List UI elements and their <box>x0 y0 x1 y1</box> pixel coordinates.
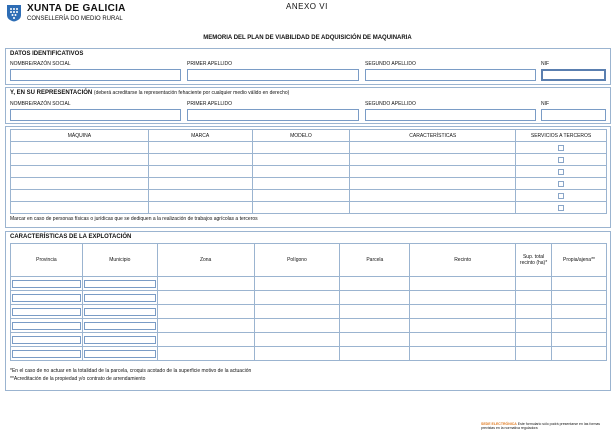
explotacion-note-2: **Acreditación de la propiedad y/o contrato de arrendamiento <box>10 376 146 382</box>
table-row <box>11 277 607 291</box>
col-superficie: Sup. total recinto (ha)* <box>516 244 552 277</box>
datos-apellido1-input[interactable] <box>187 69 359 81</box>
explotacion-header-row <box>11 244 607 277</box>
provincia-input[interactable] <box>12 322 81 330</box>
col-poligono: Polígono <box>254 244 340 277</box>
servicios-checkbox[interactable] <box>558 169 564 175</box>
explotacion-section <box>5 231 611 391</box>
table-row <box>11 166 607 178</box>
rep-apellido2-input[interactable] <box>365 109 536 121</box>
provincia-input[interactable] <box>12 350 81 358</box>
table-row <box>11 190 607 202</box>
datos-nombre-input[interactable] <box>10 69 181 81</box>
rep-nif-label: NIF <box>541 101 550 107</box>
provincia-input[interactable] <box>12 280 81 288</box>
sede-text: Este formulario sólo podrá presentarse en las formas previstas en la normativa reguladora <box>481 422 601 430</box>
table-row <box>11 154 607 166</box>
col-municipio: Municipio <box>82 244 157 277</box>
datos-apellido2-input[interactable] <box>365 69 536 81</box>
table-row <box>11 319 607 333</box>
org-department: CONSELLERÍA DO MEDIO RURAL <box>27 16 123 22</box>
datos-apellido1-label: PRIMER APELLIDO <box>187 61 233 67</box>
xunta-logo-icon <box>6 4 22 22</box>
table-row <box>11 305 607 319</box>
maquinaria-section <box>5 126 611 228</box>
municipio-input[interactable] <box>84 336 156 344</box>
explotacion-table <box>10 243 607 361</box>
annex-label: ANEXO VI <box>286 2 328 11</box>
table-row <box>11 347 607 361</box>
col-servicios: SERVICIOS A TERCEROS <box>516 130 607 142</box>
rep-apellido1-label: PRIMER APELLIDO <box>187 101 233 107</box>
servicios-checkbox[interactable] <box>558 205 564 211</box>
servicios-checkbox[interactable] <box>558 157 564 163</box>
datos-title: DATOS IDENTIFICATIVOS <box>10 51 84 57</box>
table-row <box>11 142 607 154</box>
col-parcela: Parcela <box>340 244 410 277</box>
municipio-input[interactable] <box>84 350 156 358</box>
rep-apellido2-label: SEGUNDO APELLIDO <box>365 101 416 107</box>
datos-nif-label: NIF <box>541 61 550 67</box>
servicios-checkbox[interactable] <box>558 193 564 199</box>
col-recinto: Recinto <box>410 244 516 277</box>
col-caracteristicas: CARACTERÍSTICAS <box>350 130 516 142</box>
representacion-title: Y, EN SU REPRESENTACIÓN (deberá acreditarse la representación fehaciente por cualquier medio válido en derecho) <box>10 90 290 96</box>
sede-electronica-stamp <box>481 422 611 430</box>
datos-section <box>5 48 611 85</box>
explotacion-note-1: *En el caso de no actuar en la totalidad de la parcela, croquis acotado de la superficie motivo de la actuación <box>10 368 252 374</box>
municipio-input[interactable] <box>84 294 156 302</box>
municipio-input[interactable] <box>84 280 156 288</box>
representacion-section <box>5 87 611 124</box>
rep-nif-input[interactable] <box>541 109 606 121</box>
org-name: XUNTA DE GALICIA <box>27 3 126 14</box>
municipio-input[interactable] <box>84 308 156 316</box>
servicios-checkbox[interactable] <box>558 145 564 151</box>
rep-apellido1-input[interactable] <box>187 109 359 121</box>
col-modelo: MODELO <box>252 130 350 142</box>
col-provincia: Provincia <box>11 244 83 277</box>
maquinaria-footnote: Marcar en caso de personas físicas o jurídicas que se dediquen a la realización de trabajos agrícolas a terceros <box>10 216 258 222</box>
col-zona: Zona <box>157 244 254 277</box>
col-maquina: MÁQUINA <box>11 130 149 142</box>
table-row <box>11 333 607 347</box>
col-marca: MARCA <box>148 130 252 142</box>
datos-nombre-label: NOMBRE/RAZÓN SOCIAL <box>10 61 71 67</box>
municipio-input[interactable] <box>84 322 156 330</box>
document-title: MEMORIA DEL PLAN DE VIABILIDAD DE ADQUISICIÓN DE MAQUINARIA <box>203 35 412 41</box>
datos-apellido2-label: SEGUNDO APELLIDO <box>365 61 416 67</box>
provincia-input[interactable] <box>12 308 81 316</box>
col-propia-ajena: Propia/ajena** <box>552 244 607 277</box>
table-row <box>11 202 607 214</box>
table-row <box>11 291 607 305</box>
sede-label: SEDE ELECTRÓNICA <box>481 422 517 426</box>
explotacion-title: CARACTERÍSTICAS DE LA EXPLOTACIÓN <box>10 234 132 240</box>
maquinaria-header-row <box>11 130 607 142</box>
maquinaria-table <box>10 129 607 214</box>
servicios-checkbox[interactable] <box>558 181 564 187</box>
rep-nombre-label: NOMBRE/RAZÓN SOCIAL <box>10 101 71 107</box>
datos-nif-input[interactable] <box>541 69 606 81</box>
provincia-input[interactable] <box>12 294 81 302</box>
rep-nombre-input[interactable] <box>10 109 181 121</box>
provincia-input[interactable] <box>12 336 81 344</box>
table-row <box>11 178 607 190</box>
